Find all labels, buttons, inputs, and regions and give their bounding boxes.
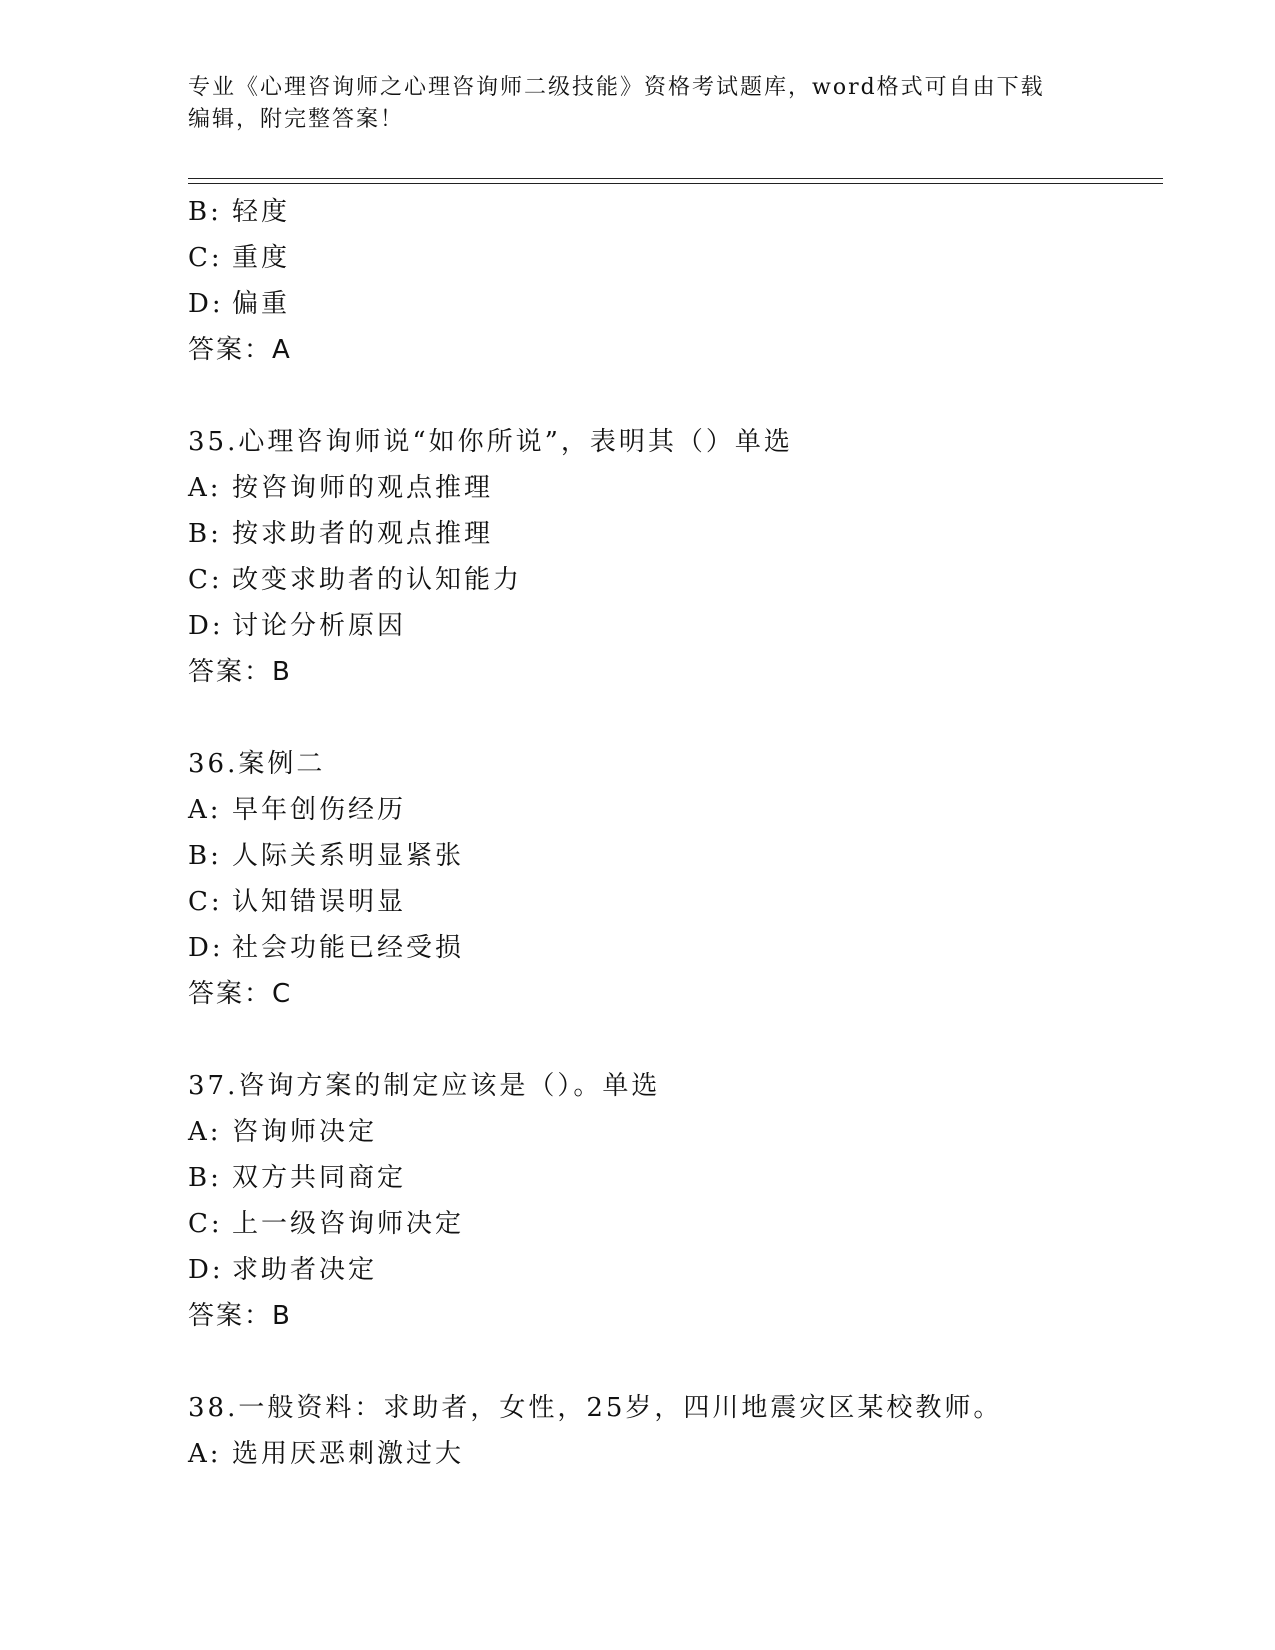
option-text: 按求助者的观点推理 — [232, 519, 494, 549]
question-36 — [188, 741, 1163, 1017]
question-title: 37.咨询方案的制定应该是（）。单选 — [188, 1071, 661, 1101]
option-text: 轻度 — [232, 197, 291, 227]
question-list — [188, 189, 1163, 1477]
option-line — [188, 465, 1163, 511]
spacer — [188, 1339, 1163, 1385]
question-partial — [188, 189, 1163, 373]
question-title: 38.一般资料：求助者，女性，25岁，四川地震灾区某校教师。 — [188, 1393, 1003, 1423]
option-line — [188, 281, 1163, 327]
question-title: 36.案例二 — [188, 749, 326, 779]
option-text: 社会功能已经受损 — [232, 933, 465, 963]
question-35 — [188, 419, 1163, 695]
answer-line: 答案：B — [188, 1301, 292, 1331]
option-text: 改变求助者的认知能力 — [232, 565, 523, 595]
option-key: A: — [188, 1117, 222, 1147]
option-line — [188, 1109, 1163, 1155]
answer-line: 答案：C — [188, 979, 293, 1009]
option-line — [188, 1155, 1163, 1201]
question-title: 35.心理咨询师说“如你所说”，表明其（）单选 — [188, 427, 793, 457]
option-key: D: — [188, 1255, 224, 1285]
option-line — [188, 1247, 1163, 1293]
option-key: D: — [188, 933, 224, 963]
option-text: 认知错误明显 — [232, 887, 407, 917]
option-text: 讨论分析原因 — [232, 611, 407, 641]
question-37 — [188, 1063, 1163, 1339]
option-text: 上一级咨询师决定 — [232, 1209, 465, 1239]
page-header — [188, 72, 1068, 136]
option-line — [188, 1431, 1163, 1477]
option-key: C: — [188, 1209, 223, 1239]
option-key: D: — [188, 289, 224, 319]
option-key: C: — [188, 243, 223, 273]
option-line — [188, 603, 1163, 649]
option-key: C: — [188, 887, 223, 917]
option-line — [188, 511, 1163, 557]
option-key: B: — [188, 1163, 222, 1193]
spacer — [188, 695, 1163, 741]
option-line — [188, 925, 1163, 971]
header-line-2: 编辑，附完整答案！ — [188, 107, 405, 132]
option-line — [188, 557, 1163, 603]
option-text: 偏重 — [232, 289, 291, 319]
option-line — [188, 787, 1163, 833]
option-text: 咨询师决定 — [232, 1117, 378, 1147]
header-line-1: 专业《心理咨询师之心理咨询师二级技能》资格考试题库，word格式可自由下载 — [188, 75, 1045, 100]
spacer — [188, 373, 1163, 419]
option-text: 双方共同商定 — [232, 1163, 407, 1193]
option-key: C: — [188, 565, 223, 595]
option-key: A: — [188, 473, 222, 503]
option-text: 早年创伤经历 — [232, 795, 407, 825]
option-text: 人际关系明显紧张 — [232, 841, 465, 871]
option-line — [188, 235, 1163, 281]
option-line — [188, 1201, 1163, 1247]
option-text: 选用厌恶刺激过大 — [232, 1439, 465, 1469]
option-key: B: — [188, 841, 222, 871]
option-key: A: — [188, 795, 222, 825]
option-key: B: — [188, 519, 222, 549]
header-divider-bottom — [188, 183, 1163, 184]
answer-line: 答案：A — [188, 335, 292, 365]
option-text: 重度 — [232, 243, 291, 273]
option-text: 求助者决定 — [232, 1255, 378, 1285]
option-key: D: — [188, 611, 224, 641]
header-divider-top — [188, 178, 1163, 179]
option-line — [188, 189, 1163, 235]
option-line — [188, 879, 1163, 925]
option-text: 按咨询师的观点推理 — [232, 473, 494, 503]
option-key: B: — [188, 197, 222, 227]
question-38 — [188, 1385, 1163, 1477]
option-key: A: — [188, 1439, 222, 1469]
spacer — [188, 1017, 1163, 1063]
answer-line: 答案：B — [188, 657, 292, 687]
option-line — [188, 833, 1163, 879]
